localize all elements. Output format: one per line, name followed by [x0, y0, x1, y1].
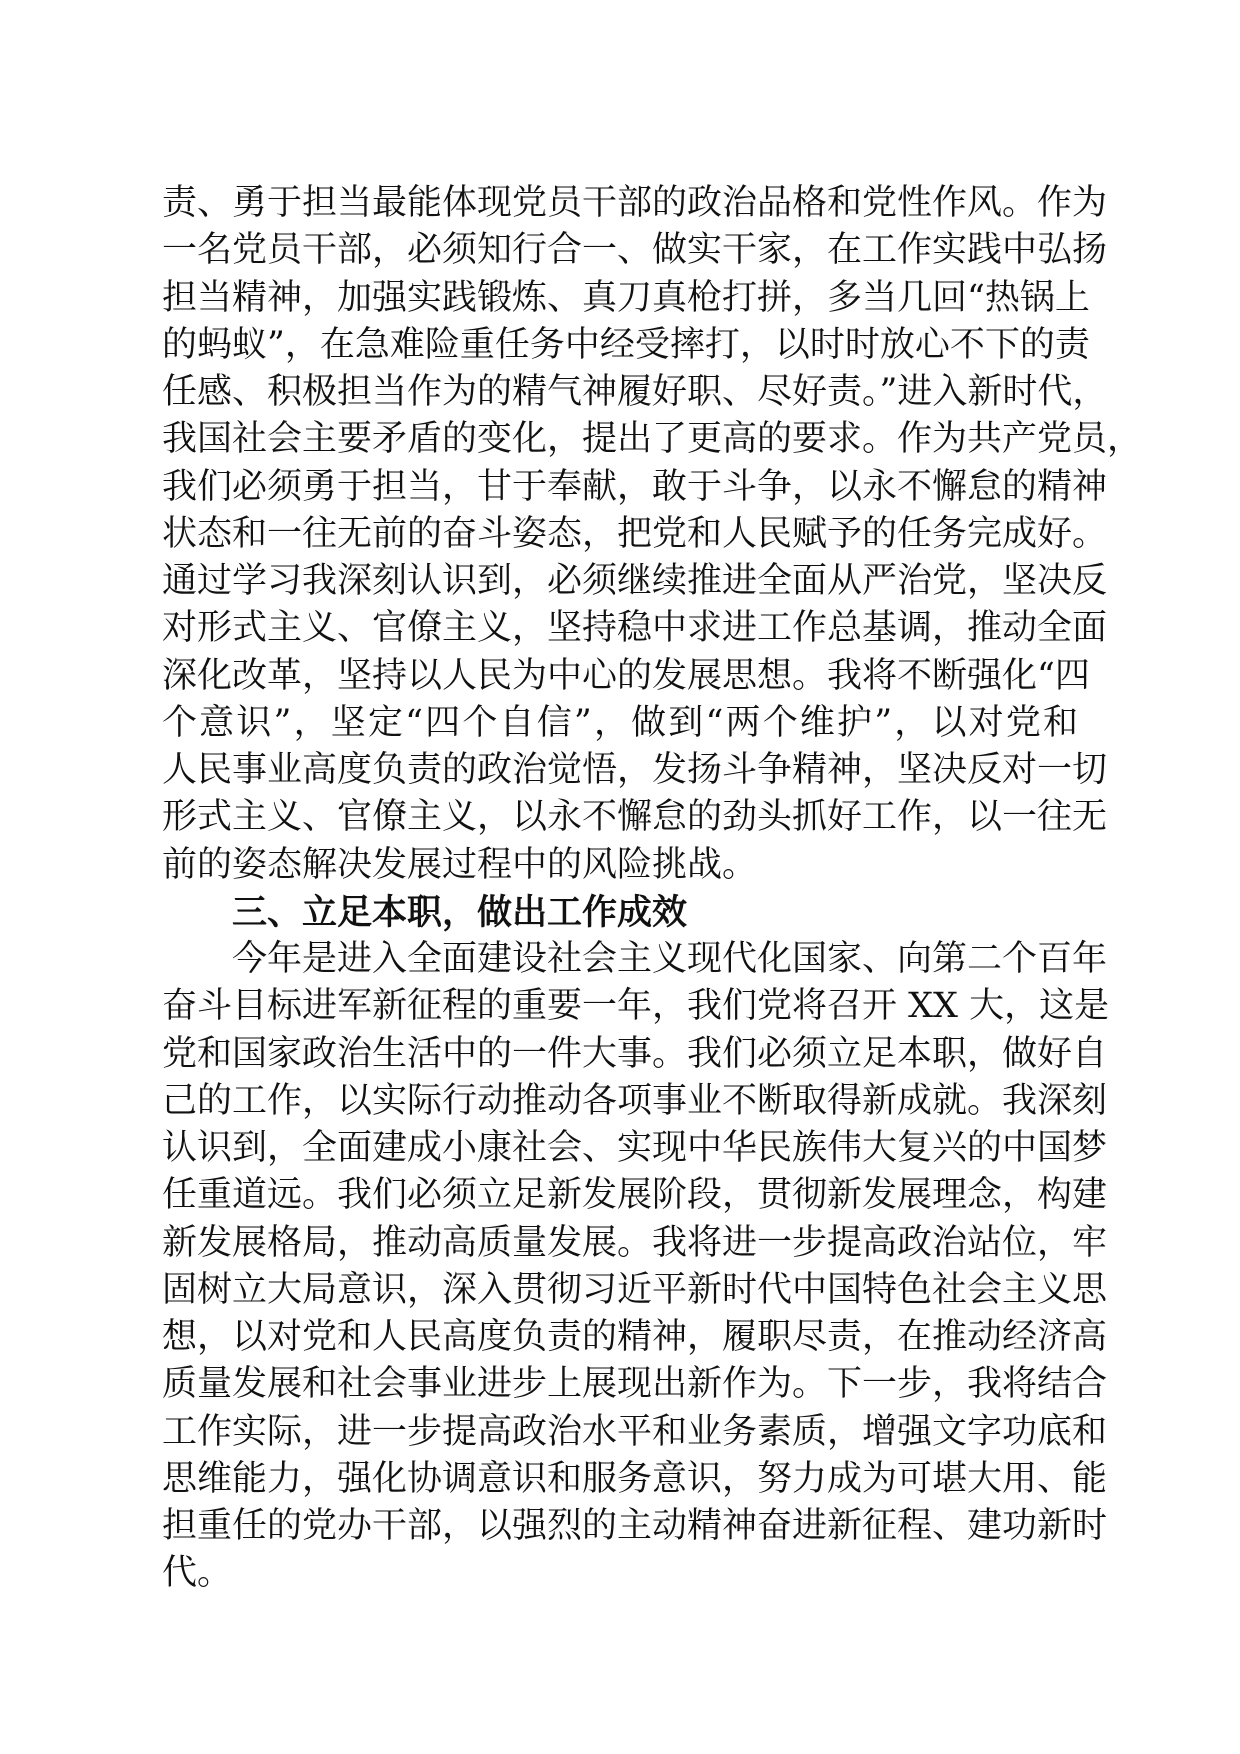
text-line: 固树立大局意识，深入贯彻习近平新时代中国特色社会主义思 — [162, 1269, 1108, 1310]
text-line: 新发展格局，推动高质量发展。我将进一步提高政治站位，牢 — [162, 1222, 1108, 1263]
text-line: 责、勇于担当最能体现党员干部的政治品格和党性作风。作为 — [162, 183, 1108, 223]
text-line: 担重任的党办干部，以强烈的主动精神奋进新征程、建功新时 — [162, 1506, 1108, 1546]
text-line: 任感、积极担当作为的精气神履好职、尽好责。”进入新时代， — [162, 372, 1108, 412]
text-line: 的蚂蚁”，在急难险重任务中经受摔打，以时时放心不下的责 — [162, 324, 1090, 365]
text-line: 认识到，全面建成小康社会、实现中华民族伟大复兴的中国梦 — [162, 1128, 1108, 1168]
text-line: 对形式主义、官僚主义，坚持稳中求进工作总基调，推动全面 — [162, 608, 1108, 649]
text-line: 任重道远。我们必须立足新发展阶段，贯彻新发展理念，构建 — [162, 1175, 1108, 1216]
text-line: 奋斗目标进军新征程的重要一年，我们党将召开 XX 大，这是 — [162, 986, 1110, 1027]
text-line: 工作实际，进一步提高政治水平和业务素质，增强文字功底和 — [162, 1411, 1108, 1452]
text-line: 个意识”，坚定“四个自信”，做到“两个维护”，以对党和 — [162, 702, 1078, 743]
text-line: 人民事业高度负责的政治觉悟，发扬斗争精神，坚决反对一切 — [162, 750, 1108, 790]
text-line: 思维能力，强化协调意识和服务意识，努力成为可堪大用、能 — [162, 1458, 1108, 1499]
text-line: 前的姿态解决发展过程中的风险挑战。 — [162, 844, 758, 885]
paragraph-first-line: 今年是进入全面建设社会主义现代化国家、向第二个百年 — [232, 939, 1108, 979]
text-line: 想，以对党和人民高度负责的精神，履职尽责，在推动经济高 — [162, 1317, 1108, 1357]
text-line: 代。 — [162, 1553, 233, 1594]
section-heading: 三、立足本职，做出工作成效 — [232, 891, 688, 933]
text-line: 党和国家政治生活中的一件大事。我们必须立足本职，做好自 — [162, 1033, 1108, 1074]
text-line: 担当精神，加强实践锻炼、真刀真枪打拼，多当几回“热锅上 — [162, 277, 1090, 318]
text-line: 我们必须勇于担当，甘于奉献，敢于斗争，以永不懈怠的精神 — [162, 466, 1108, 507]
text-line: 通过学习我深刻认识到，必须继续推进全面从严治党，坚决反 — [162, 561, 1108, 601]
text-line: 深化改革，坚持以人民为中心的发展思想。我将不断强化“四 — [162, 655, 1090, 696]
text-line: 一名党员干部，必须知行合一、做实干家，在工作实践中弘扬 — [162, 230, 1108, 271]
text-line: 质量发展和社会事业进步上展现出新作为。下一步，我将结合 — [162, 1364, 1108, 1405]
text-line: 状态和一往无前的奋斗姿态，把党和人民赋予的任务完成好。 — [162, 513, 1108, 554]
text-line: 形式主义、官僚主义，以永不懈怠的劲头抓好工作，以一往无 — [162, 797, 1108, 838]
body-text — [162, 180, 1143, 1598]
text-line: 己的工作，以实际行动推动各项事业不断取得新成就。我深刻 — [162, 1080, 1108, 1121]
text-line: 我国社会主要矛盾的变化，提出了更高的要求。作为共产党员， — [162, 419, 1143, 460]
